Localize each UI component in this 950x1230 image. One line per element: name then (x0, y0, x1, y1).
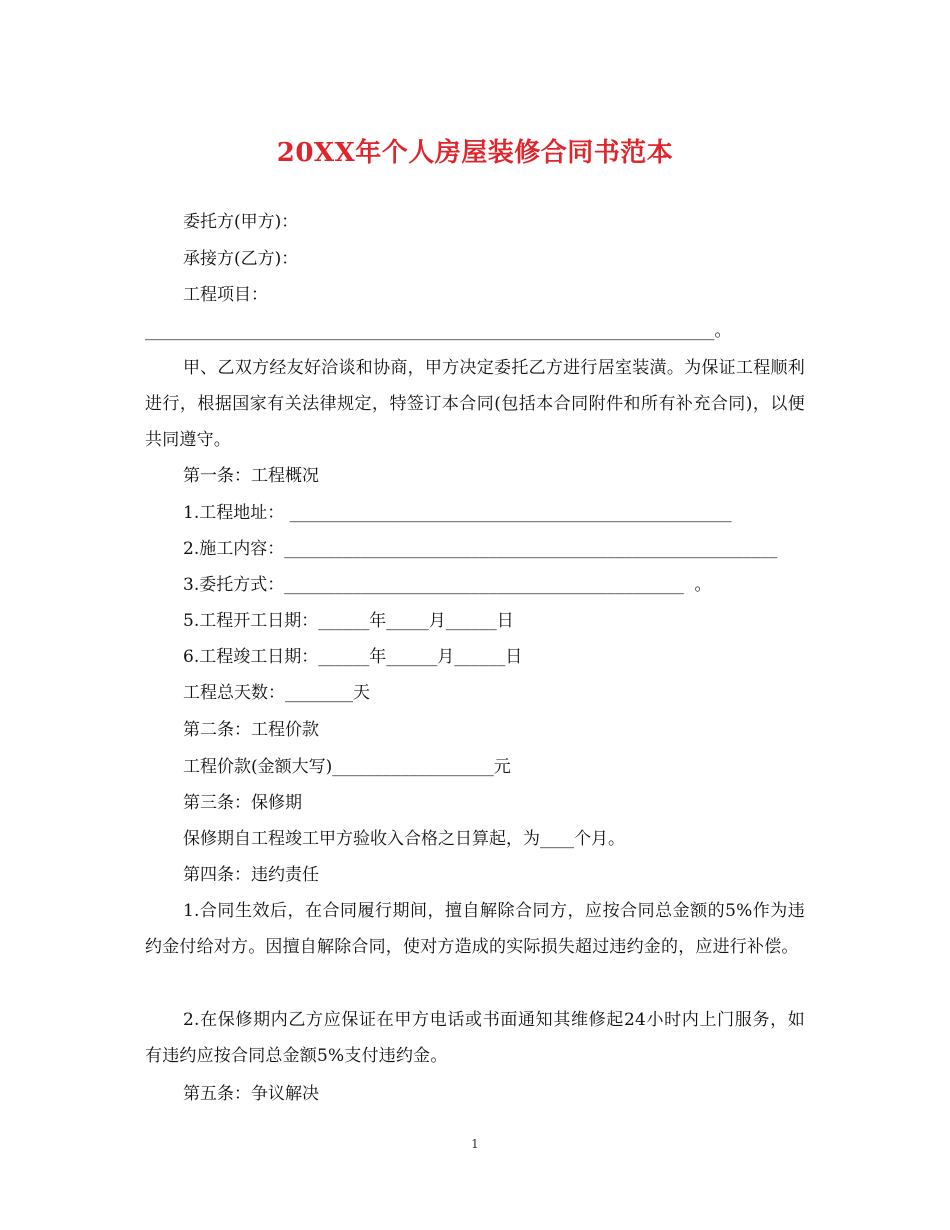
article-4-heading: 第四条：违约责任 (183, 865, 319, 885)
article-2-heading: 第二条：工程价款 (183, 720, 319, 740)
project-line: 工程项目： (183, 285, 268, 305)
contractor-line: 承接方(乙方)： (183, 249, 299, 269)
client-line: 委托方(甲方)： (183, 212, 299, 232)
entrustment-method-line: 3.委托方式：_______________________________________________ 。 (183, 575, 712, 595)
page-number: 1 (471, 1137, 479, 1151)
article-1-heading: 第一条：工程概况 (183, 466, 319, 486)
article-3-heading: 第三条：保修期 (183, 793, 302, 813)
total-days-line: 工程总天数：________天 (183, 683, 370, 703)
project-blank-line: ___________________________________________________________________。 (145, 321, 732, 341)
breach-clause-2: 2.在保修期内乙方应保证在甲方电话或书面通知其维修起24小时内上门服务，如有违约应按合同总金额5%支付违约金。 (145, 1010, 805, 1066)
warranty-line: 保修期自工程竣工甲方验收入合格之日算起，为____个月。 (183, 829, 625, 849)
construction-content-line: 2.施工内容：__________________________________________________________ (183, 539, 778, 559)
start-date-line: 5.工程开工日期：______年_____月______日 (183, 611, 514, 631)
article-5-heading: 第五条：争议解决 (183, 1084, 319, 1104)
document-title: 20XX年个人房屋装修合同书范本 (276, 138, 674, 168)
finish-date-line: 6.工程竣工日期：______年______月______日 (183, 647, 523, 667)
price-line: 工程价款(金额大写)___________________元 (183, 757, 511, 777)
breach-clause-1: 1.合同生效后，在合同履行期间，擅自解除合同方，应按合同总金额的5%作为违约金付给对方。因擅自解除合同，使对方造成的实际损失超过违约金的，应进行补偿。 (145, 901, 805, 957)
intro-paragraph: 甲、乙双方经友好洽谈和协商，甲方决定委托乙方进行居室装潢。为保证工程顺利进行，根据国家有关法律规定，特签订本合同(包括本合同附件和所有补充合同)，以便共同遵守。 (145, 358, 805, 450)
project-address-line: 1.工程地址： ____________________________________________________ (183, 503, 732, 523)
